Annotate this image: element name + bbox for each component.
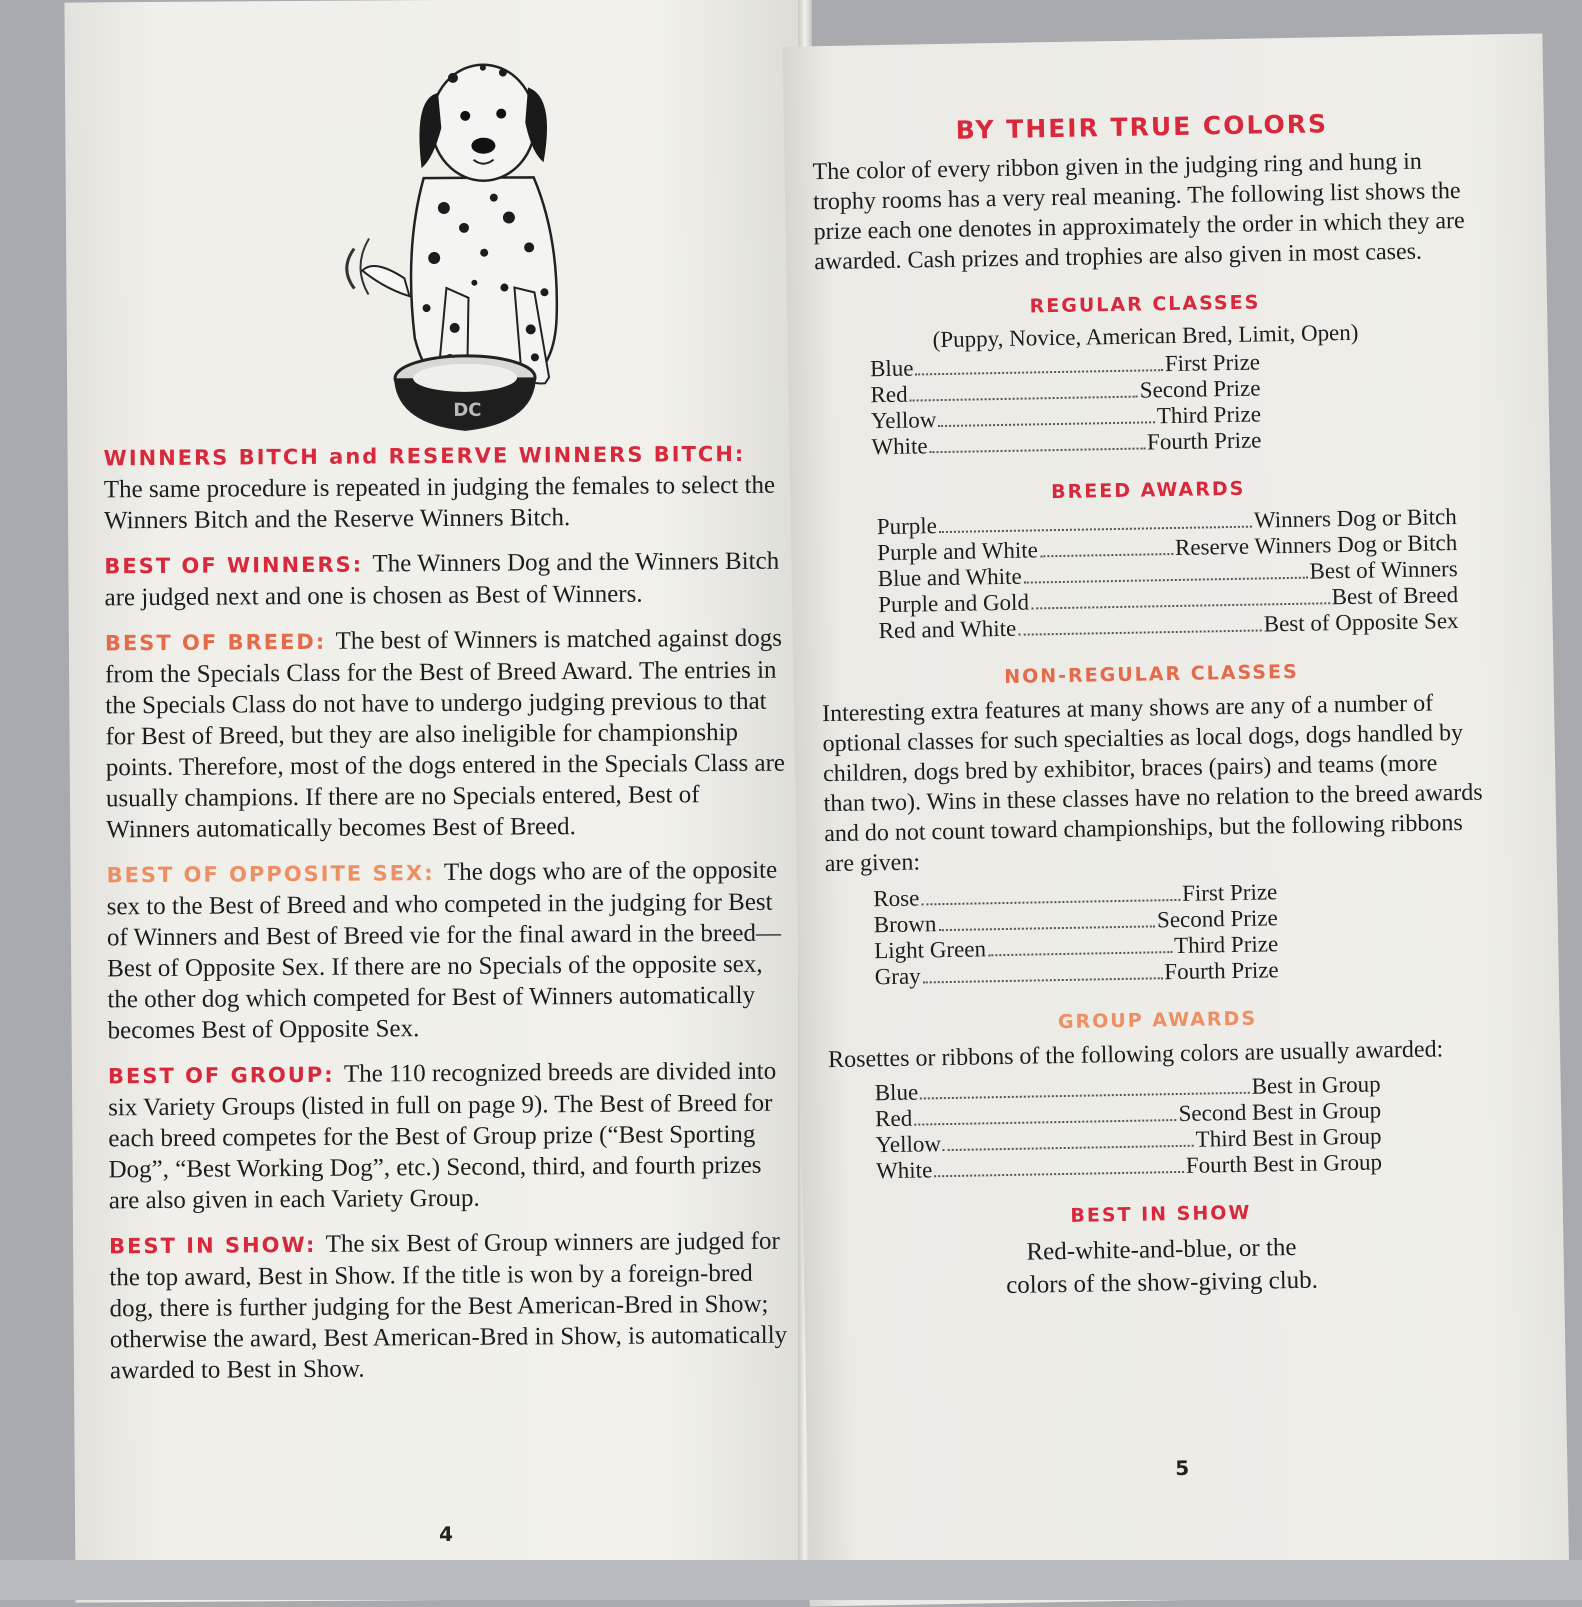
ribbon-prize: Best of Winners [1309, 556, 1458, 584]
ribbon-color: Purple and White [877, 537, 1039, 566]
heading-regular-classes: REGULAR CLASSES [1029, 291, 1261, 318]
ribbon-color: Red [874, 1105, 913, 1132]
ribbon-color: Blue and White [877, 563, 1022, 592]
ribbon-prize: Best of Opposite Sex [1263, 608, 1459, 637]
ribbon-color: White [871, 433, 928, 460]
ribbon-prize: Fourth Prize [1164, 957, 1279, 985]
text-best-of-breed: The best of Winners is matched against dogs from the Specials Class for the Best of Breed Award. The entries in the Specials Class do not have to undergo judging previous to that for Best of Breed, but they are also ineligible for championship points. Therefore, most of the dogs entered in the Specials Class are usually champions. If there are no Specials entered, Best of Winners automatically becomes Best of Breed. [105, 624, 786, 844]
ribbon-prize: Fourth Prize [1146, 427, 1262, 455]
section-best-in-show [109, 1226, 790, 1387]
section-best-of-group [108, 1056, 789, 1217]
heading-best-of-group: BEST OF GROUP: [107, 1062, 345, 1089]
regular-classes-note: (Puppy, Novice, American Bred, Limit, Open) [932, 319, 1359, 353]
ribbon-prize: Second Prize [1156, 905, 1278, 933]
ribbon-prize: First Prize [1181, 879, 1278, 906]
heading-best-of-winners: BEST OF WINNERS: [104, 552, 373, 579]
left-page [64, 0, 821, 1603]
regular-classes-list [816, 346, 1478, 462]
ribbon-prize: Best in Group [1251, 1071, 1381, 1099]
ribbon-prize: Third Prize [1173, 931, 1279, 959]
best-in-show-line-1: Red-white-and-blue, or the [1026, 1233, 1297, 1266]
text-best-of-winners: The Winners Dog and the Winners Bitch are judged next and one is chosen as Best of Winners. [104, 547, 780, 612]
best-in-show-line-2: colors of the show-giving club. [1005, 1266, 1319, 1300]
ribbon-color: Brown [873, 911, 937, 938]
section-best-of-opposite-sex [106, 855, 787, 1047]
ribbon-color: Red and White [878, 615, 1017, 644]
page-title: BY THEIR TRUE COLORS [955, 109, 1329, 145]
dalmatian-illustration [333, 37, 596, 439]
ribbon-prize: Winners Dog or Bitch [1253, 504, 1457, 533]
ribbon-prize: Second Prize [1139, 375, 1261, 403]
ribbon-prize: Second Best in Group [1178, 1097, 1382, 1126]
heading-group-awards: GROUP AWARDS [1057, 1007, 1258, 1034]
ribbon-prize: Fourth Best in Group [1185, 1149, 1383, 1178]
section-winners-bitch [103, 438, 784, 537]
section-best-of-breed [105, 623, 787, 846]
ribbon-color: Yellow [875, 1131, 942, 1158]
heading-best-in-show: BEST IN SHOW: [109, 1232, 326, 1259]
left-page-text [103, 438, 790, 1401]
non-regular-text: Interesting extra features at many shows are any of a number of optional classes for such specialties as local dogs, dogs handled by children, dogs bred by exhibitor, braces (pairs) and teams (more than two). Wins in these classes have no relation to the breed awards and do not count toward championships, but the following ribbons are given: [821, 690, 1483, 878]
heading-best-of-opposite-sex: BEST OF OPPOSITE SEX: [106, 860, 444, 888]
text-winners-bitch: The same procedure is repeated in judging the females to select the Winners Bitch and the Reserve Winners Bitch. [103, 471, 776, 535]
ribbon-color: Gray [874, 963, 921, 990]
heading-non-regular-classes: NON-REGULAR CLASSES [1004, 660, 1299, 688]
ribbon-prize: Reserve Winners Dog or Bitch [1174, 530, 1458, 560]
ribbon-color: Red [870, 381, 908, 408]
heading-winners-bitch: WINNERS BITCH and RESERVE WINNERS BITCH: [103, 441, 746, 471]
text-best-in-show: The six Best of Group winners are judged for the top award, Best in Show. If the title is won by a foreign-bred dog, there is further judging for the Best American-Bred in Show; otherwise the award, Best American-Bred in Show, is automatically awarded to Best in Show. [109, 1227, 788, 1385]
ribbon-prize: First Prize [1164, 349, 1261, 377]
heading-best-in-show-colors: BEST IN SHOW [1070, 1201, 1252, 1227]
text-best-of-opposite-sex: The dogs who are of the opposite sex to the Best of Breed and who competed in the judging for Best of Winners and Best of Breed vie for the final award in the breed—Best of Opposite Sex. If there are no Specials of the opposite sex, the other dog which competed for Best of Winners automatically becomes Best of Opposite Sex. [106, 856, 782, 1045]
ribbon-color: Purple and Gold [877, 589, 1030, 618]
text-best-of-group: The 110 recognized breeds are divided into six Variety Groups (listed in full on page 9). The Best of Breed for each breed competes for the Best of Group prize (“Best Sporting Dog”, “Best Working Dog”, etc.) Second, third, and fourth prizes are also given in each Variety Group. [108, 1057, 777, 1215]
section-best-of-winners [104, 546, 784, 614]
page-number-right: 5 [1175, 1455, 1190, 1481]
right-page-text [812, 107, 1493, 1305]
heading-breed-awards: BREED AWARDS [1050, 477, 1246, 504]
non-regular-list [825, 876, 1487, 992]
intro-text: The color of every ribbon given in the judging ring and hung in trophy rooms has a very real meaning. The following list shows the prize each one denotes in approximately the order in which they are awarded. Cash prizes and trophies are also given in most cases. [812, 148, 1465, 276]
ribbon-prize: Third Best in Group [1195, 1123, 1382, 1152]
ribbon-color: Purple [876, 513, 938, 540]
ribbon-color: Yellow [870, 407, 937, 434]
heading-best-of-breed: BEST OF BREED: [104, 629, 336, 656]
ribbon-color: White [875, 1157, 933, 1184]
group-awards-text: Rosettes or ribbons of the following colors are usually awarded: [827, 1036, 1444, 1074]
ribbon-prize: Third Prize [1156, 401, 1262, 429]
page-number-left: 4 [439, 1521, 454, 1547]
ribbon-color: Blue [869, 355, 914, 382]
svg-text:DC: DC [453, 399, 482, 421]
ribbon-color: Light Green [874, 936, 987, 964]
ribbon-prize: Best of Breed [1331, 582, 1459, 610]
group-awards-list [829, 1070, 1491, 1186]
table-surface [0, 1560, 1582, 1600]
ribbon-color: Blue [874, 1079, 919, 1106]
breed-awards-list [819, 504, 1481, 645]
right-page [782, 33, 1569, 1606]
ribbon-color: Rose [873, 885, 920, 912]
